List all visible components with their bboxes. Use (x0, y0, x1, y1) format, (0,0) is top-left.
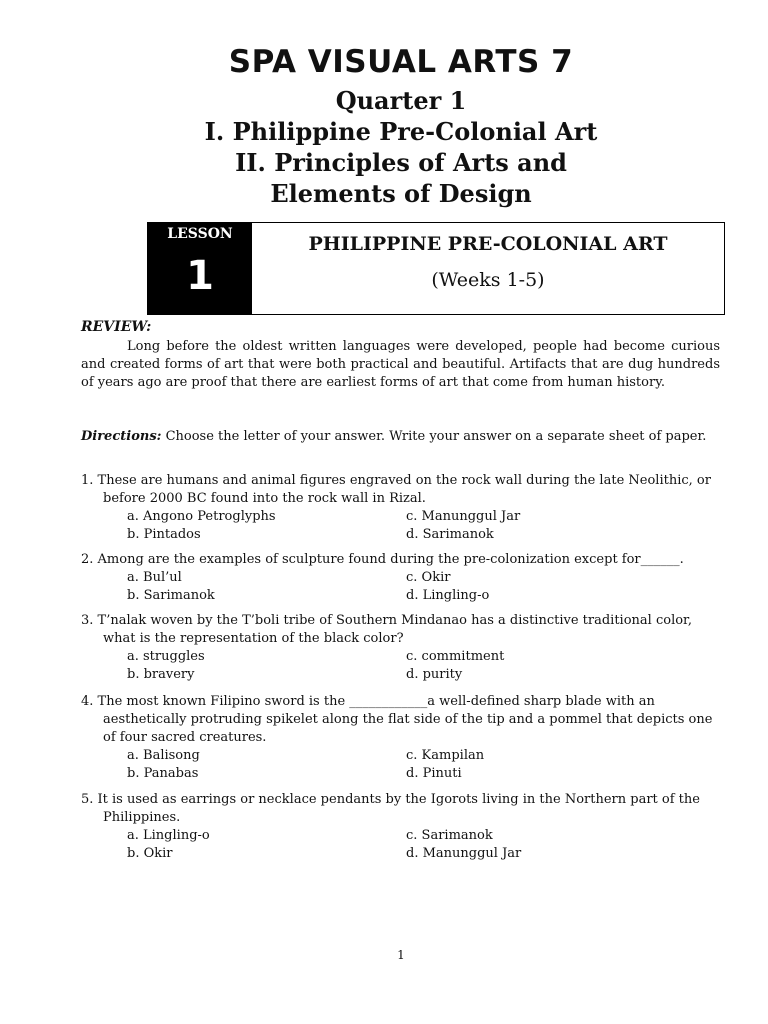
review-paragraph-text: Long before the oldest written languages were developed, people had become curious and created forms of art that were both practical and beautiful. Artifacts that are dug hundreds of years ago are proof that there are earliest forms of art that come from human history. (81, 339, 720, 390)
question-3 (81, 612, 720, 684)
question-1 (81, 472, 720, 544)
choice-b: b. bravery (127, 667, 195, 682)
question-5 (81, 791, 720, 863)
choices (81, 827, 720, 863)
choices (81, 747, 720, 783)
question-text: 3. T’nalak woven by the T’boli tribe of Southern Mindanao has a distinctive traditional color, what is the representation of the black color? (81, 613, 692, 646)
choices (81, 508, 720, 544)
choice-b: b. Sarimanok (127, 588, 215, 603)
choice-d: d. Sarimanok (406, 527, 494, 542)
choice-d: d. purity (406, 667, 463, 682)
review-heading: REVIEW: (81, 319, 152, 335)
topic-heading-1: I. Philippine Pre-Colonial Art (204, 117, 598, 146)
lesson-box (147, 222, 725, 315)
question-2 (81, 551, 720, 605)
choice-a: a. Bul’ul (127, 570, 182, 585)
lesson-label: LESSON (167, 226, 233, 242)
topic-heading-2b: Elements of Design (270, 179, 532, 208)
choice-b: b. Pintados (127, 527, 201, 542)
lesson-badge (148, 223, 252, 314)
choice-c: c. Manunggul Jar (406, 509, 521, 524)
question-text: 1. These are humans and animal figures engraved on the rock wall during the late Neolithic, or before 2000 BC found into the rock wall in Rizal. (81, 473, 711, 506)
choices (81, 569, 720, 605)
choice-a: a. Balisong (127, 748, 200, 763)
choice-c: c. Kampilan (406, 748, 485, 763)
topic-heading-2a: II. Principles of Arts and (235, 148, 567, 177)
directions (81, 428, 720, 446)
choice-a: a. struggles (127, 649, 205, 664)
lesson-weeks: (Weeks 1-5) (431, 269, 545, 291)
directions-label: Directions: (81, 429, 162, 444)
choice-a: a. Angono Petroglyphs (127, 509, 276, 524)
question-text: 2. Among are the examples of sculpture found during the pre-colonization except for______. (81, 552, 684, 567)
lesson-title: PHILIPPINE PRE-COLONIAL ART (308, 233, 668, 255)
choice-a: a. Lingling-o (127, 828, 210, 843)
question-4 (81, 693, 720, 783)
choice-b: b. Panabas (127, 766, 199, 781)
question-text: 5. It is used as earrings or necklace pendants by the Igorots living in the Northern part of the Philippines. (81, 792, 700, 825)
choice-d: d. Lingling-o (406, 588, 490, 603)
choice-c: c. Okir (406, 570, 451, 585)
question-text: 4. The most known Filipino sword is the ____________a well-defined sharp blade with an aesthetically protruding spikelet along the flat side of the tip and a pommel that depicts one of four sacred creatures. (81, 694, 713, 745)
document-title: SPA VISUAL ARTS 7 (228, 44, 574, 80)
choices (81, 648, 720, 684)
choice-d: d. Pinuti (406, 766, 462, 781)
choice-c: c. commitment (406, 649, 505, 664)
choice-c: c. Sarimanok (406, 828, 493, 843)
quarter-heading: Quarter 1 (335, 86, 467, 115)
review-paragraph (81, 338, 720, 392)
directions-text: Choose the letter of your answer. Write your answer on a separate sheet of paper. (161, 429, 707, 444)
lesson-number: 1 (186, 253, 214, 299)
choice-b: b. Okir (127, 846, 173, 861)
page-number: 1 (397, 948, 405, 962)
choice-d: d. Manunggul Jar (406, 846, 522, 861)
